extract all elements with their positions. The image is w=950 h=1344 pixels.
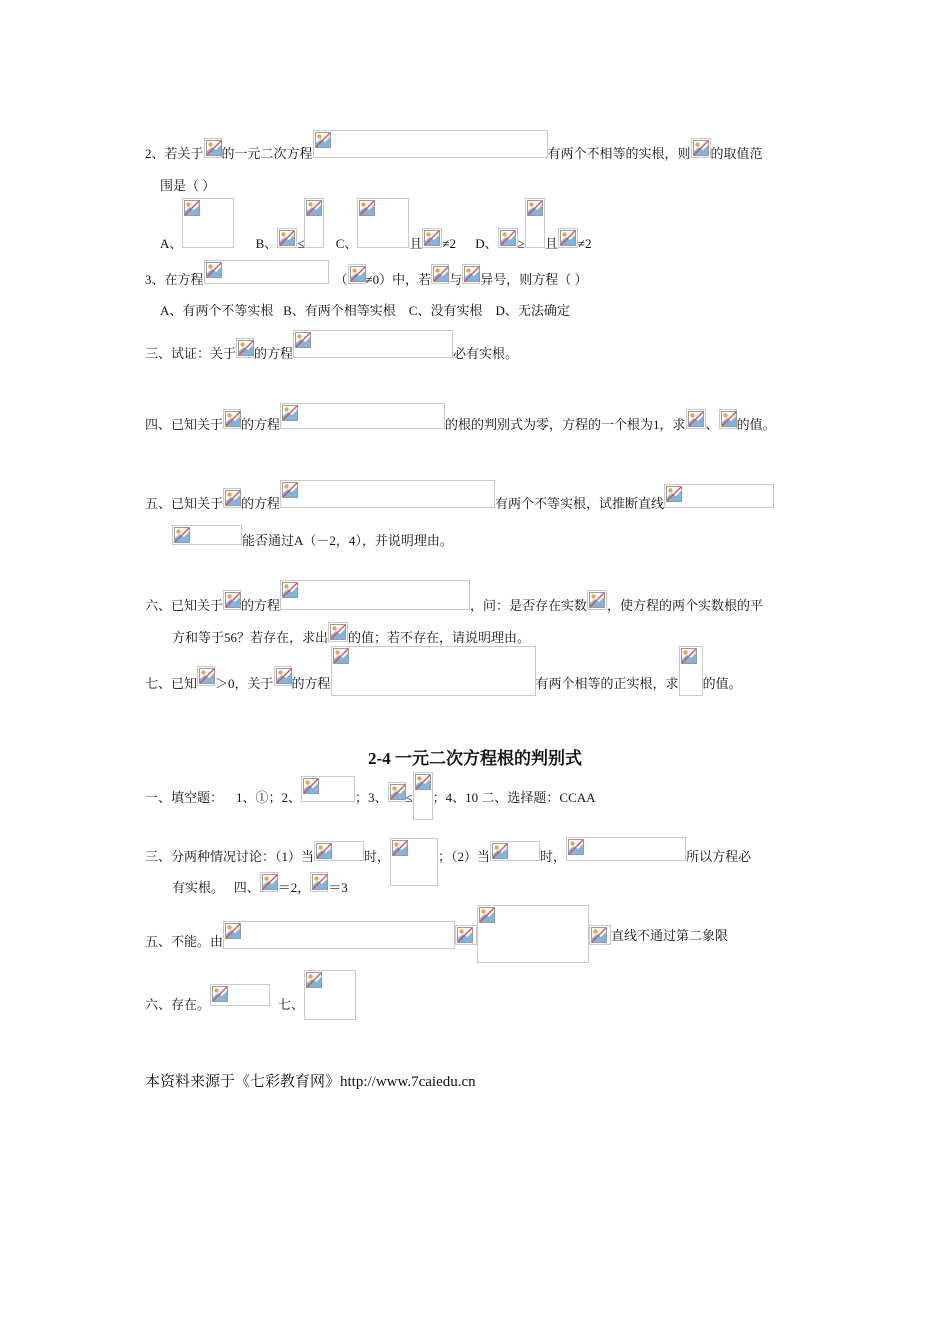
formula-image bbox=[236, 338, 254, 358]
broken-image-icon bbox=[225, 411, 241, 427]
broken-image-icon bbox=[316, 843, 332, 859]
broken-image-icon bbox=[225, 490, 241, 506]
broken-image-icon bbox=[415, 774, 431, 790]
formula-image bbox=[525, 198, 545, 248]
formula-image bbox=[679, 646, 703, 696]
text: 六、存在。 bbox=[145, 997, 211, 1012]
formula-image bbox=[558, 228, 578, 248]
text: 七、已知 bbox=[145, 676, 198, 691]
text: 五、不能。由 bbox=[145, 934, 224, 949]
text: 六、已知关于 bbox=[145, 598, 224, 613]
text: 与 bbox=[449, 272, 463, 287]
text: 有两个不相等的实根，则 bbox=[547, 146, 691, 161]
formula-image bbox=[422, 228, 442, 248]
formula-image bbox=[455, 925, 477, 945]
formula-image bbox=[301, 776, 355, 802]
text: 直线不通过第二象限 bbox=[611, 928, 729, 943]
text: 必有实根。 bbox=[453, 346, 519, 361]
formula-image bbox=[390, 838, 438, 886]
broken-image-icon bbox=[681, 648, 697, 664]
formula-image bbox=[223, 921, 455, 949]
formula-image bbox=[313, 130, 548, 158]
symbol: ≥ bbox=[517, 236, 525, 251]
broken-image-icon bbox=[282, 582, 298, 598]
broken-image-icon bbox=[359, 200, 375, 216]
formula-image bbox=[310, 872, 328, 892]
text: ≠2 bbox=[577, 236, 592, 251]
formula-image bbox=[431, 264, 449, 284]
broken-image-icon bbox=[315, 132, 331, 148]
broken-image-icon bbox=[560, 230, 576, 246]
text: ＝2， bbox=[277, 880, 311, 895]
text: 一、填空题： 1、①；2、 bbox=[145, 790, 302, 805]
section-4 bbox=[145, 403, 776, 434]
broken-image-icon bbox=[212, 986, 228, 1002]
question-2-options bbox=[160, 198, 591, 253]
broken-image-icon bbox=[276, 668, 292, 684]
broken-image-icon bbox=[174, 527, 190, 543]
broken-image-icon bbox=[666, 486, 682, 502]
broken-image-icon bbox=[721, 411, 737, 427]
broken-image-icon bbox=[295, 332, 311, 348]
broken-image-icon bbox=[464, 266, 480, 282]
text: 的一元二次方程 bbox=[221, 146, 313, 161]
symbol: ≤ bbox=[405, 790, 413, 805]
formula-image bbox=[274, 666, 292, 686]
broken-image-icon bbox=[306, 200, 322, 216]
formula-image bbox=[331, 646, 536, 696]
text: ＞0，关于 bbox=[215, 676, 274, 691]
text: 的值；若不存在，请说明理由。 bbox=[348, 630, 531, 645]
section-3-proof bbox=[145, 330, 518, 363]
broken-image-icon bbox=[238, 340, 254, 356]
source-footer: 本资料来源于《七彩教育网》http://www.7caiedu.cn bbox=[145, 1074, 476, 1090]
broken-image-icon bbox=[225, 592, 241, 608]
text: ，使方程的两个实数根的平 bbox=[607, 598, 764, 613]
text: 的方程 bbox=[291, 676, 331, 691]
formula-image bbox=[182, 198, 234, 248]
text: ；（2）当 bbox=[438, 849, 491, 864]
text: 方和等于56？若存在，求出 bbox=[172, 630, 329, 645]
answer-3-line-2 bbox=[172, 872, 348, 897]
formula-image bbox=[280, 580, 470, 610]
broken-image-icon bbox=[568, 839, 584, 855]
formula-image bbox=[172, 525, 242, 545]
text: 时， bbox=[364, 849, 391, 864]
broken-image-icon bbox=[333, 648, 349, 664]
question-3-options bbox=[160, 302, 570, 320]
text: 时， bbox=[540, 849, 567, 864]
text: （ bbox=[334, 272, 348, 287]
option-d-label: D、 bbox=[475, 236, 498, 251]
formula-image bbox=[204, 138, 222, 158]
formula-image bbox=[280, 403, 445, 429]
broken-image-icon bbox=[330, 624, 346, 640]
text: 四、已知关于 bbox=[145, 417, 224, 432]
broken-image-icon bbox=[184, 200, 200, 216]
formula-image bbox=[388, 782, 406, 802]
text: 、 bbox=[705, 417, 719, 432]
broken-image-icon bbox=[282, 405, 298, 421]
text: 有两个不等实根，试推断直线 bbox=[495, 496, 665, 511]
broken-image-icon bbox=[479, 907, 495, 923]
answers-title: 2-4 一元二次方程根的判别式 bbox=[368, 749, 582, 768]
broken-image-icon bbox=[527, 200, 543, 216]
broken-image-icon bbox=[688, 411, 704, 427]
text: 的方程 bbox=[254, 346, 294, 361]
text: 的值。 bbox=[702, 676, 742, 691]
formula-image bbox=[197, 666, 215, 686]
formula-image bbox=[314, 841, 364, 861]
text: 七、 bbox=[278, 997, 305, 1012]
section-6-line-1 bbox=[145, 580, 763, 615]
broken-image-icon bbox=[312, 874, 328, 890]
text: 异号，则方程（ ） bbox=[480, 272, 588, 287]
formula-image bbox=[589, 925, 611, 945]
broken-image-icon bbox=[424, 230, 440, 246]
formula-image bbox=[664, 484, 774, 508]
question-2-line-1 bbox=[145, 130, 763, 163]
text: ；4、10 二、选择题：CCAA bbox=[432, 790, 596, 805]
formula-image bbox=[260, 872, 278, 892]
broken-image-icon bbox=[199, 668, 215, 684]
broken-image-icon bbox=[492, 843, 508, 859]
option-c-label: C、 bbox=[335, 236, 358, 251]
answer-3-line-1 bbox=[145, 837, 751, 866]
option-b-label: B、 bbox=[255, 236, 278, 251]
broken-image-icon bbox=[589, 592, 605, 608]
text: 三、试证：关于 bbox=[145, 346, 237, 361]
text: ＝3 bbox=[328, 880, 348, 895]
answer-6-7 bbox=[145, 970, 356, 1025]
broken-image-icon bbox=[303, 778, 319, 794]
formula-image bbox=[587, 590, 607, 610]
formula-image bbox=[223, 590, 241, 610]
formula-image bbox=[462, 264, 480, 284]
text: 的方程 bbox=[241, 598, 281, 613]
formula-image bbox=[348, 264, 366, 284]
formula-image bbox=[277, 228, 297, 248]
formula-image bbox=[566, 837, 686, 861]
formula-image bbox=[719, 409, 737, 429]
formula-image bbox=[691, 138, 711, 158]
formula-image bbox=[223, 488, 241, 508]
option-a-label: A、 bbox=[160, 236, 183, 251]
text: ≠0）中，若 bbox=[365, 272, 432, 287]
broken-image-icon bbox=[433, 266, 449, 282]
formula-image bbox=[498, 228, 518, 248]
broken-image-icon bbox=[206, 262, 222, 278]
text: 3、在方程 bbox=[145, 272, 204, 287]
text: 2、若关于 bbox=[145, 146, 204, 161]
text: 三、分两种情况讨论：（1）当 bbox=[145, 849, 315, 864]
text: 且 bbox=[409, 236, 423, 251]
broken-image-icon bbox=[279, 230, 295, 246]
question-2-line-2 bbox=[160, 177, 215, 195]
answer-5 bbox=[145, 904, 728, 968]
broken-image-icon bbox=[282, 482, 298, 498]
broken-image-icon bbox=[206, 140, 222, 156]
formula-image bbox=[490, 841, 540, 861]
text: 的取值范 bbox=[710, 146, 763, 161]
broken-image-icon bbox=[262, 874, 278, 890]
text: 能否通过A（－2，4），并说明理由。 bbox=[242, 533, 453, 548]
broken-image-icon bbox=[225, 923, 241, 939]
text: ≠2 bbox=[442, 236, 457, 251]
symbol: ≤ bbox=[297, 236, 305, 251]
text: 且 bbox=[544, 236, 558, 251]
text: ，问：是否存在实数 bbox=[470, 598, 588, 613]
text: A、有两个不等实根 B、有两个相等实根 C、没有实根 D、无法确定 bbox=[160, 303, 570, 318]
broken-image-icon bbox=[457, 927, 473, 943]
formula-image bbox=[413, 772, 433, 820]
formula-image bbox=[210, 984, 270, 1006]
broken-image-icon bbox=[500, 230, 516, 246]
text: 五、已知关于 bbox=[145, 496, 224, 511]
answer-1-fill-blank bbox=[145, 772, 596, 807]
text: 有两个相等的正实根，求 bbox=[535, 676, 679, 691]
formula-image bbox=[328, 622, 348, 642]
text: ；3、 bbox=[355, 790, 388, 805]
text: 所以方程必 bbox=[686, 849, 752, 864]
formula-image bbox=[223, 409, 241, 429]
broken-image-icon bbox=[591, 927, 607, 943]
text: 的根的判别式为零，方程的一个根为1，求 bbox=[445, 417, 686, 432]
text: 的值。 bbox=[736, 417, 776, 432]
text: 的方程 bbox=[241, 417, 281, 432]
text: 的方程 bbox=[241, 496, 281, 511]
broken-image-icon bbox=[392, 840, 408, 856]
question-3-line-1 bbox=[145, 260, 587, 289]
text: 有实根。 四、 bbox=[172, 880, 260, 895]
formula-image bbox=[293, 330, 453, 358]
section-6-line-2 bbox=[172, 622, 530, 647]
formula-image bbox=[477, 905, 589, 963]
formula-image bbox=[686, 409, 706, 429]
broken-image-icon bbox=[693, 140, 709, 156]
formula-image bbox=[357, 198, 409, 248]
formula-image bbox=[280, 480, 495, 508]
section-7 bbox=[145, 646, 742, 701]
formula-image bbox=[304, 198, 324, 248]
broken-image-icon bbox=[390, 784, 406, 800]
text: 围是（ ） bbox=[160, 178, 216, 193]
broken-image-icon bbox=[306, 972, 322, 988]
broken-image-icon bbox=[350, 266, 366, 282]
formula-image bbox=[204, 260, 329, 284]
formula-image bbox=[304, 970, 356, 1020]
section-5-line-1 bbox=[145, 480, 774, 513]
section-5-line-2 bbox=[172, 525, 453, 550]
